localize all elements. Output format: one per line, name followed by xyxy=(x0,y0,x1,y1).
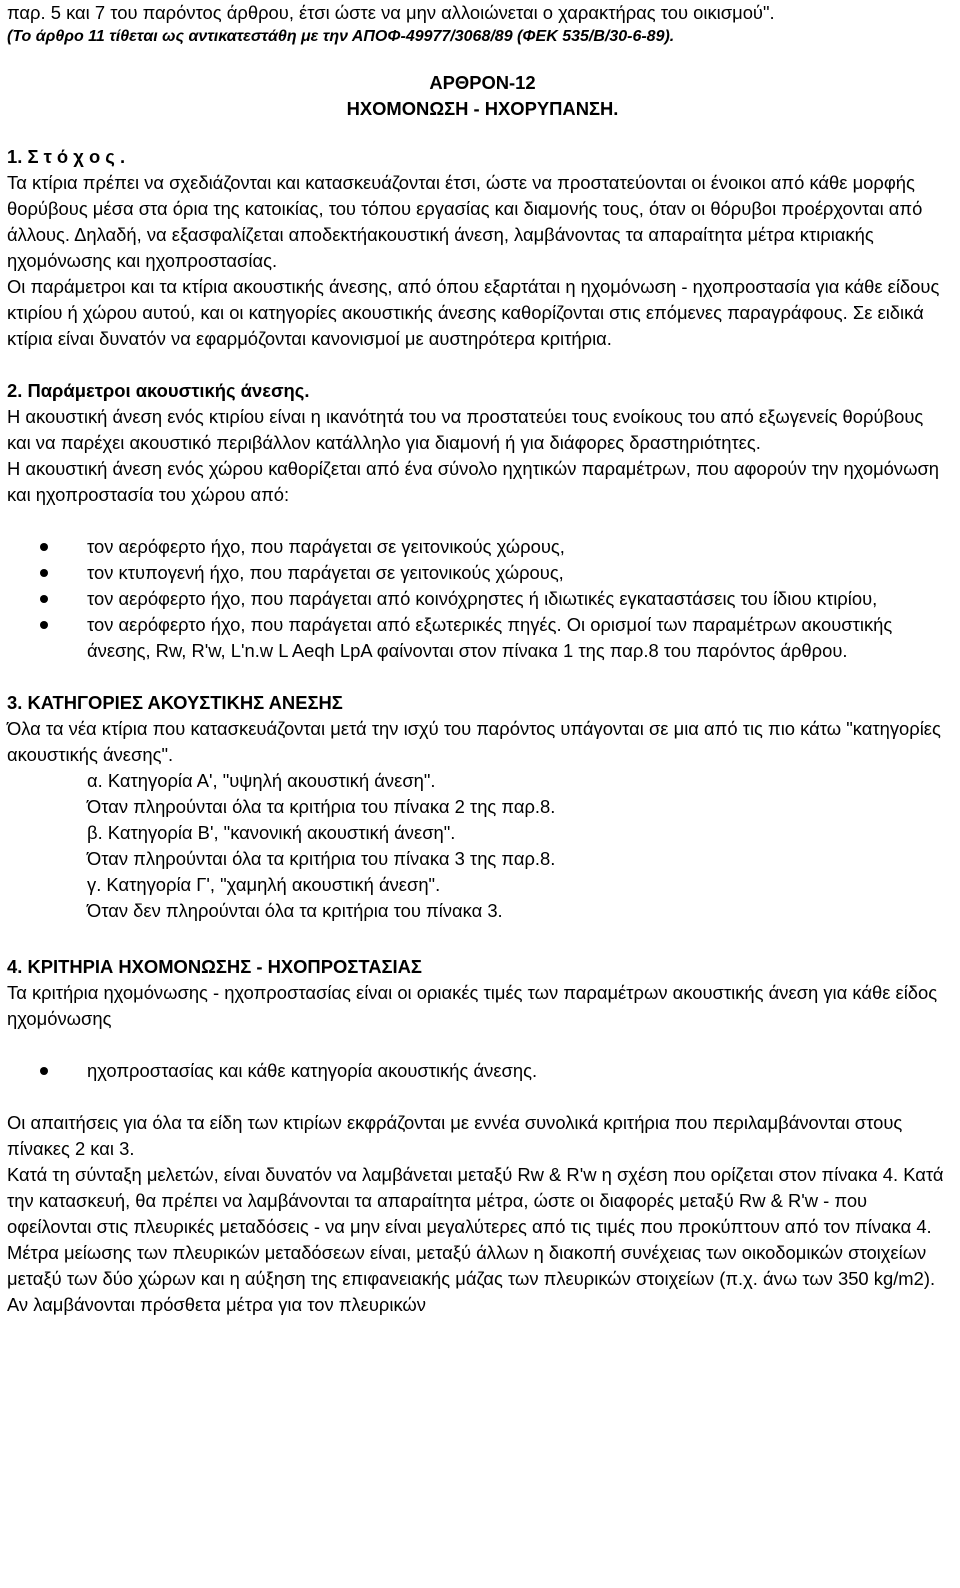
list-item: τον αερόφερτο ήχο, που παράγεται από εξωτερικές πηγές. Οι ορισμοί των παραμέτρων ακουστικής άνεσης, Rw, R'w, L'n.w L Aeqh LpA φαίνονται στον πίνακα 1 της παρ.8 του παρόντος άρθρου. xyxy=(7,612,950,664)
section-4-heading: 4. ΚΡΙΤΗΡΙΑ ΗΧΟΜΟΝΩΣΗΣ - ΗΧΟΠΡΟΣΤΑΣΙΑΣ xyxy=(7,956,422,977)
bullet-icon xyxy=(40,1067,48,1075)
category-b: β. Κατηγορία Β', "κανονική ακουστική άνεση". xyxy=(87,822,456,843)
section-2-bullet-list xyxy=(7,534,950,664)
article-title: ΗΧΟΜΟΝΩΣΗ - ΗΧΟΡΥΠΑΝΣΗ. xyxy=(346,98,619,119)
category-c-criteria: Όταν δεν πληρούνται όλα τα κριτήρια του πίνακα 3. xyxy=(87,900,503,921)
section-3-paragraph-1: Όλα τα νέα κτίρια που κατασκευάζονται μετά την ισχύ του παρόντος υπάγονται σε μια από τις πιο κάτω "κατηγορίες ακουστικής άνεσης". xyxy=(7,718,941,765)
category-a: α. Κατηγορία Α', "υψηλή ακουστική άνεση". xyxy=(87,770,436,791)
section-1-paragraph-1: Τα κτίρια πρέπει να σχεδιάζονται και κατασκευάζονται έτσι, ώστε να προστατεύονται οι ένοικοι από κάθε μορφής θορύβους μέσα στα όρια της κατοικίας, του τόπου εργασίας και διαμονής τους, όταν οι θόρυβοι προέρχονται από άλλους. Δηλαδή, να εξασφαλίζεται αποδεκτήακουστική άνεση, λαμβάνοντας τα απαραίτητα μέτρα κτιριακής ηχομόνωσης και ηχοπροστασίας. xyxy=(7,172,923,271)
category-c: γ. Κατηγορία Γ', "χαμηλή ακουστική άνεση". xyxy=(87,874,441,895)
section-1-paragraph-2: Οι παράμετροι και τα κτίρια ακουστικής άνεσης, από όπου εξαρτάται η ηχομόνωση - ηχοπροστασία για κάθε είδους κτιρίου ή χώρου αυτού, και οι κατηγορίες ακουστικής άνεσης καθορίζονται στις επόμενες παραγράφους. Σε ειδικά κτίρια είναι δυνατόν να εφαρμόζονται κανονισμοί με αυστηρότερα κριτήρια. xyxy=(7,276,940,349)
bullet-icon xyxy=(40,621,48,629)
amendment-note: (Το άρθρο 11 τίθεται ως αντικατεστάθη με την ΑΠΟΦ-49977/3068/89 (ΦΕΚ 535/Β/30-6-89). xyxy=(7,28,675,45)
section-4-bullet-list xyxy=(7,1058,950,1084)
list-item: τον κτυπογενή ήχο, που παράγεται σε γειτονικούς χώρους, xyxy=(7,560,950,586)
section-1-heading: 1. Σ τ ό χ ο ς . xyxy=(7,146,126,167)
bullet-icon xyxy=(40,569,48,577)
section-2-paragraph-1: Η ακουστική άνεση ενός κτιρίου είναι η ικανότητά του να προστατεύει τους ενοίκους του από εξωγενείς θορύβους και να παρέχει ακουστικό περιβάλλον κατάλληλο για διαμονή ή για διάφορες δραστηριότητες. xyxy=(7,406,924,453)
article-number: ΑΡΘΡΟΝ-12 xyxy=(429,72,536,93)
list-item: τον αερόφερτο ήχο, που παράγεται σε γειτονικούς χώρους, xyxy=(7,534,950,560)
list-item: ηχοπροστασίας και κάθε κατηγορία ακουστικής άνεσης. xyxy=(7,1058,950,1084)
section-2-heading: 2. Παράμετροι ακουστικής άνεσης. xyxy=(7,380,310,401)
bullet-icon xyxy=(40,595,48,603)
section-2-paragraph-2: Η ακουστική άνεση ενός χώρου καθορίζεται από ένα σύνολο ηχητικών παραμέτρων, που αφορούν την ηχομόνωση και ηχοπροστασία του χώρου από: xyxy=(7,458,940,505)
section-4-paragraph-2: Οι απαιτήσεις για όλα τα είδη των κτιρίων εκφράζονται με εννέα συνολικά κριτήρια που περιλαμβάνονται στους πίνακες 2 και 3. xyxy=(7,1112,903,1159)
list-item: τον αερόφερτο ήχο, που παράγεται από κοινόχρηστες ή ιδιωτικές εγκαταστάσεις του ίδιου κτιρίου, xyxy=(7,586,950,612)
category-b-criteria: Όταν πληρούνται όλα τα κριτήρια του πίνακα 3 της παρ.8. xyxy=(87,848,556,869)
section-4-paragraph-3: Κατά τη σύνταξη μελετών, είναι δυνατόν να λαμβάνεται μεταξύ Rw & R'w η σχέση που ορίζεται στον πίνακα 4. Κατά την κατασκευή, θα πρέπει να λαμβάνονται τα απαραίτητα μέτρα, ώστε οι διαφορές μεταξύ Rw & R'w - που οφείλονται στις πλευρικές μεταδόσεις - να μην είναι μεγαλύτερες από τις τιμές που προκύπτουν από τον πίνακα 4. Μέτρα μείωσης των πλευρικών μεταδόσεων είναι, μεταξύ άλλων η διακοπή συνέχειας των οικοδομικών στοιχείων μεταξύ των δύο χώρων και η αύξηση της επιφανειακής μάζας των πλευρικών στοιχείων (π.χ. άνω των 350 kg/m2). Αν λαμβάνονται πρόσθετα μέτρα για τον πλευρικών xyxy=(7,1164,944,1315)
bullet-icon xyxy=(40,543,48,551)
intro-continuation: παρ. 5 και 7 του παρόντος άρθρου, έτσι ώστε να μην αλλοιώνεται ο χαρακτήρας του οικισμού". xyxy=(7,2,775,23)
section-4-paragraph-1: Τα κριτήρια ηχομόνωσης - ηχοπροστασίας είναι οι οριακές τιμές των παραμέτρων ακουστικής άνεση για κάθε είδος ηχομόνωσης xyxy=(7,982,938,1029)
section-3-heading: 3. ΚΑΤΗΓΟΡΙΕΣ ΑΚΟΥΣΤΙΚΗΣ ΑΝΕΣΗΣ xyxy=(7,692,343,713)
category-a-criteria: Όταν πληρούνται όλα τα κριτήρια του πίνακα 2 της παρ.8. xyxy=(87,796,556,817)
